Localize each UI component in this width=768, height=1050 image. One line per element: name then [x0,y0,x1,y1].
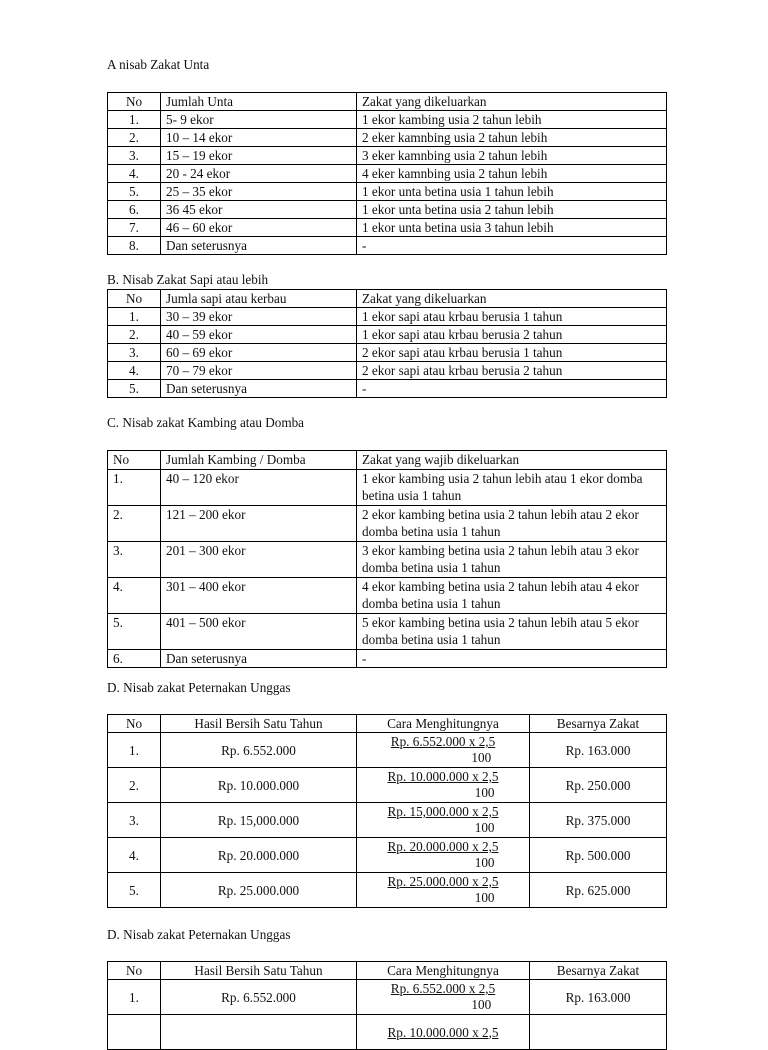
cell-jumlah: 70 – 79 ekor [161,362,357,380]
table-row [108,219,667,237]
cell-hasil [161,1015,357,1050]
cell-no: 1. [108,469,161,505]
header-besarnya: Besarnya Zakat [530,715,667,733]
cell-hasil: Rp. 6.552.000 [161,733,357,768]
cell-jumlah: Dan seterusnya [161,237,357,255]
cell-zakat: 3 ekor kambing betina usia 2 tahun lebih atau 3 ekor domba betina usia 1 tahun [357,541,667,577]
cell-jumlah: Dan seterusnya [161,380,357,398]
table-header-row [108,962,667,980]
table-row [108,165,667,183]
cell-zakat: 2 ekor sapi atau krbau berusia 2 tahun [357,362,667,380]
table-row [108,768,667,803]
cell-jumlah: 30 – 39 ekor [161,308,357,326]
fraction-denominator: 100 [471,750,492,765]
table-row [108,183,667,201]
table-row [108,838,667,873]
cell-zakat: Rp. 163.000 [530,733,667,768]
cell-hasil: Rp. 25.000.000 [161,873,357,908]
poultry-zakat-table-repeat [107,961,667,1050]
cell-cara [357,838,530,873]
section-d1-title: D. Nisab zakat Peternakan Unggas [107,680,291,695]
fraction-numerator: Rp. 10.000.000 x 2,5 [387,1024,499,1040]
cell-no: 4. [108,577,161,613]
cell-zakat: 1 ekor kambing usia 2 tahun lebih [357,111,667,129]
table-row [108,237,667,255]
table-row [108,980,667,1015]
cell-cara [357,733,530,768]
cell-zakat: - [357,237,667,255]
cell-cara [357,768,530,803]
cell-jumlah: 121 – 200 ekor [161,505,357,541]
cell-zakat: Rp. 250.000 [530,768,667,803]
camel-zakat-table [107,92,667,255]
cell-no: 8. [108,237,161,255]
cell-no: 5. [108,183,161,201]
fraction-numerator: Rp. 15,000.000 x 2,5 [387,804,499,819]
header-besarnya: Besarnya Zakat [530,962,667,980]
table-row [108,362,667,380]
table-row [108,541,667,577]
cell-cara [357,1015,530,1050]
header-zakat: Zakat yang dikeluarkan [357,93,667,111]
cell-zakat: 5 ekor kambing betina usia 2 tahun lebih atau 5 ekor domba betina usia 1 tahun [357,613,667,649]
poultry-zakat-table [107,714,667,908]
cell-no: 1. [108,308,161,326]
cell-cara [357,803,530,838]
table-row [108,469,667,505]
header-cara: Cara Menghitungnya [357,715,530,733]
table-row [108,344,667,362]
cell-zakat: 3 eker kamnbing usia 2 tahun lebih [357,147,667,165]
cell-jumlah: 15 – 19 ekor [161,147,357,165]
section-a-title: A nisab Zakat Unta [107,57,210,72]
header-jumlah: Jumlah Kambing / Domba [161,451,357,470]
fraction-numerator: Rp. 6.552.000 x 2,5 [390,734,496,749]
cell-zakat: 1 ekor sapi atau krbau berusia 1 tahun [357,308,667,326]
cell-zakat: - [357,649,667,668]
fraction [391,981,495,1013]
cell-zakat: 1 ekor unta betina usia 3 tahun lebih [357,219,667,237]
header-hasil: Hasil Bersih Satu Tahun [161,715,357,733]
header-no: No [108,962,161,980]
cell-no: 7. [108,219,161,237]
cell-jumlah: 201 – 300 ekor [161,541,357,577]
fraction [388,804,499,836]
cell-no: 5. [108,613,161,649]
cell-hasil: Rp. 6.552.000 [161,980,357,1015]
fraction [391,734,495,766]
cell-zakat: Rp. 375.000 [530,803,667,838]
cell-jumlah: 40 – 120 ekor [161,469,357,505]
table-row [108,505,667,541]
fraction-numerator: Rp. 25.000.000 x 2,5 [387,874,499,889]
cell-no: 6. [108,649,161,668]
fraction [388,874,499,906]
header-zakat: Zakat yang wajib dikeluarkan [357,451,667,470]
cell-zakat: 1 ekor sapi atau krbau berusia 2 tahun [357,326,667,344]
cell-no: 3. [108,147,161,165]
cell-no: 1. [108,980,161,1015]
table-header-row [108,715,667,733]
cell-jumlah: 40 – 59 ekor [161,326,357,344]
cell-jumlah: 5- 9 ekor [161,111,357,129]
cell-no: 6. [108,201,161,219]
cell-zakat: 2 eker kamnbing usia 2 tahun lebih [357,129,667,147]
cell-hasil: Rp. 20.000.000 [161,838,357,873]
cell-no: 1. [108,733,161,768]
cell-zakat: 1 ekor unta betina usia 1 tahun lebih [357,183,667,201]
cell-no: 3. [108,541,161,577]
cell-no: 5. [108,873,161,908]
cell-zakat: Rp. 163.000 [530,980,667,1015]
header-jumlah: Jumlah Unta [161,93,357,111]
section-c-title: C. Nisab zakat Kambing atau Domba [107,415,305,430]
cell-no: 2. [108,129,161,147]
cell-zakat: 4 eker kamnbing usia 2 tahun lebih [357,165,667,183]
cell-jumlah: Dan seterusnya [161,649,357,668]
table-row [108,147,667,165]
table-row [108,577,667,613]
fraction [388,769,499,801]
cell-hasil: Rp. 15,000.000 [161,803,357,838]
header-no: No [108,93,161,111]
fraction-denominator: 100 [474,820,495,835]
cell-zakat: 1 ekor unta betina usia 2 tahun lebih [357,201,667,219]
section-d2-title: D. Nisab zakat Peternakan Unggas [107,927,291,942]
fraction-denominator: 100 [474,855,495,870]
header-cara: Cara Menghitungnya [357,962,530,980]
fraction-numerator: Rp. 6.552.000 x 2,5 [390,981,496,996]
cell-zakat: 2 ekor kambing betina usia 2 tahun lebih atau 2 ekor domba betina usia 1 tahun [357,505,667,541]
cell-zakat: - [357,380,667,398]
cell-jumlah: 25 – 35 ekor [161,183,357,201]
cell-no: 4. [108,362,161,380]
cell-jumlah: 46 – 60 ekor [161,219,357,237]
cell-hasil: Rp. 10.000.000 [161,768,357,803]
cell-no: 4. [108,165,161,183]
cell-cara [357,980,530,1015]
cell-no: 4. [108,838,161,873]
header-hasil: Hasil Bersih Satu Tahun [161,962,357,980]
cell-jumlah: 60 – 69 ekor [161,344,357,362]
table-row [108,613,667,649]
cell-zakat: Rp. 625.000 [530,873,667,908]
cell-no: 1. [108,111,161,129]
cell-zakat [530,1015,667,1050]
table-row [108,129,667,147]
cell-no: 2. [108,768,161,803]
header-no: No [108,290,161,308]
cell-jumlah: 10 – 14 ekor [161,129,357,147]
cell-jumlah: 401 – 500 ekor [161,613,357,649]
cattle-zakat-table [107,289,667,398]
cell-jumlah: 301 – 400 ekor [161,577,357,613]
table-header-row [108,290,667,308]
cell-zakat: 4 ekor kambing betina usia 2 tahun lebih atau 4 ekor domba betina usia 1 tahun [357,577,667,613]
table-row [108,649,667,668]
fraction-denominator: 100 [471,997,492,1012]
table-row [108,1015,667,1050]
fraction-denominator: 100 [474,785,495,800]
cell-zakat: Rp. 500.000 [530,838,667,873]
cell-no: 3. [108,803,161,838]
header-jumlah: Jumla sapi atau kerbau [161,290,357,308]
table-row [108,733,667,768]
header-zakat: Zakat yang dikeluarkan [357,290,667,308]
cell-jumlah: 36 45 ekor [161,201,357,219]
fraction-numerator: Rp. 20.000.000 x 2,5 [387,839,499,854]
cell-no [108,1015,161,1050]
goat-zakat-table [107,450,667,668]
cell-no: 3. [108,344,161,362]
fraction-numerator: Rp. 10.000.000 x 2,5 [387,769,499,784]
cell-no: 2. [108,505,161,541]
table-row [108,201,667,219]
cell-zakat: 1 ekor kambing usia 2 tahun lebih atau 1 ekor domba betina usia 1 tahun [357,469,667,505]
cell-jumlah: 20 - 24 ekor [161,165,357,183]
header-no: No [108,715,161,733]
table-row [108,873,667,908]
fraction [388,1025,499,1041]
section-b-title: B. Nisab Zakat Sapi atau lebih [107,272,269,287]
table-row [108,380,667,398]
table-row [108,308,667,326]
table-row [108,803,667,838]
cell-cara [357,873,530,908]
table-header-row [108,93,667,111]
table-row [108,326,667,344]
cell-zakat: 2 ekor sapi atau krbau berusia 1 tahun [357,344,667,362]
fraction [388,839,499,871]
table-header-row [108,451,667,470]
fraction-denominator: 100 [474,890,495,905]
header-no: No [108,451,161,470]
cell-no: 2. [108,326,161,344]
cell-no: 5. [108,380,161,398]
table-row [108,111,667,129]
